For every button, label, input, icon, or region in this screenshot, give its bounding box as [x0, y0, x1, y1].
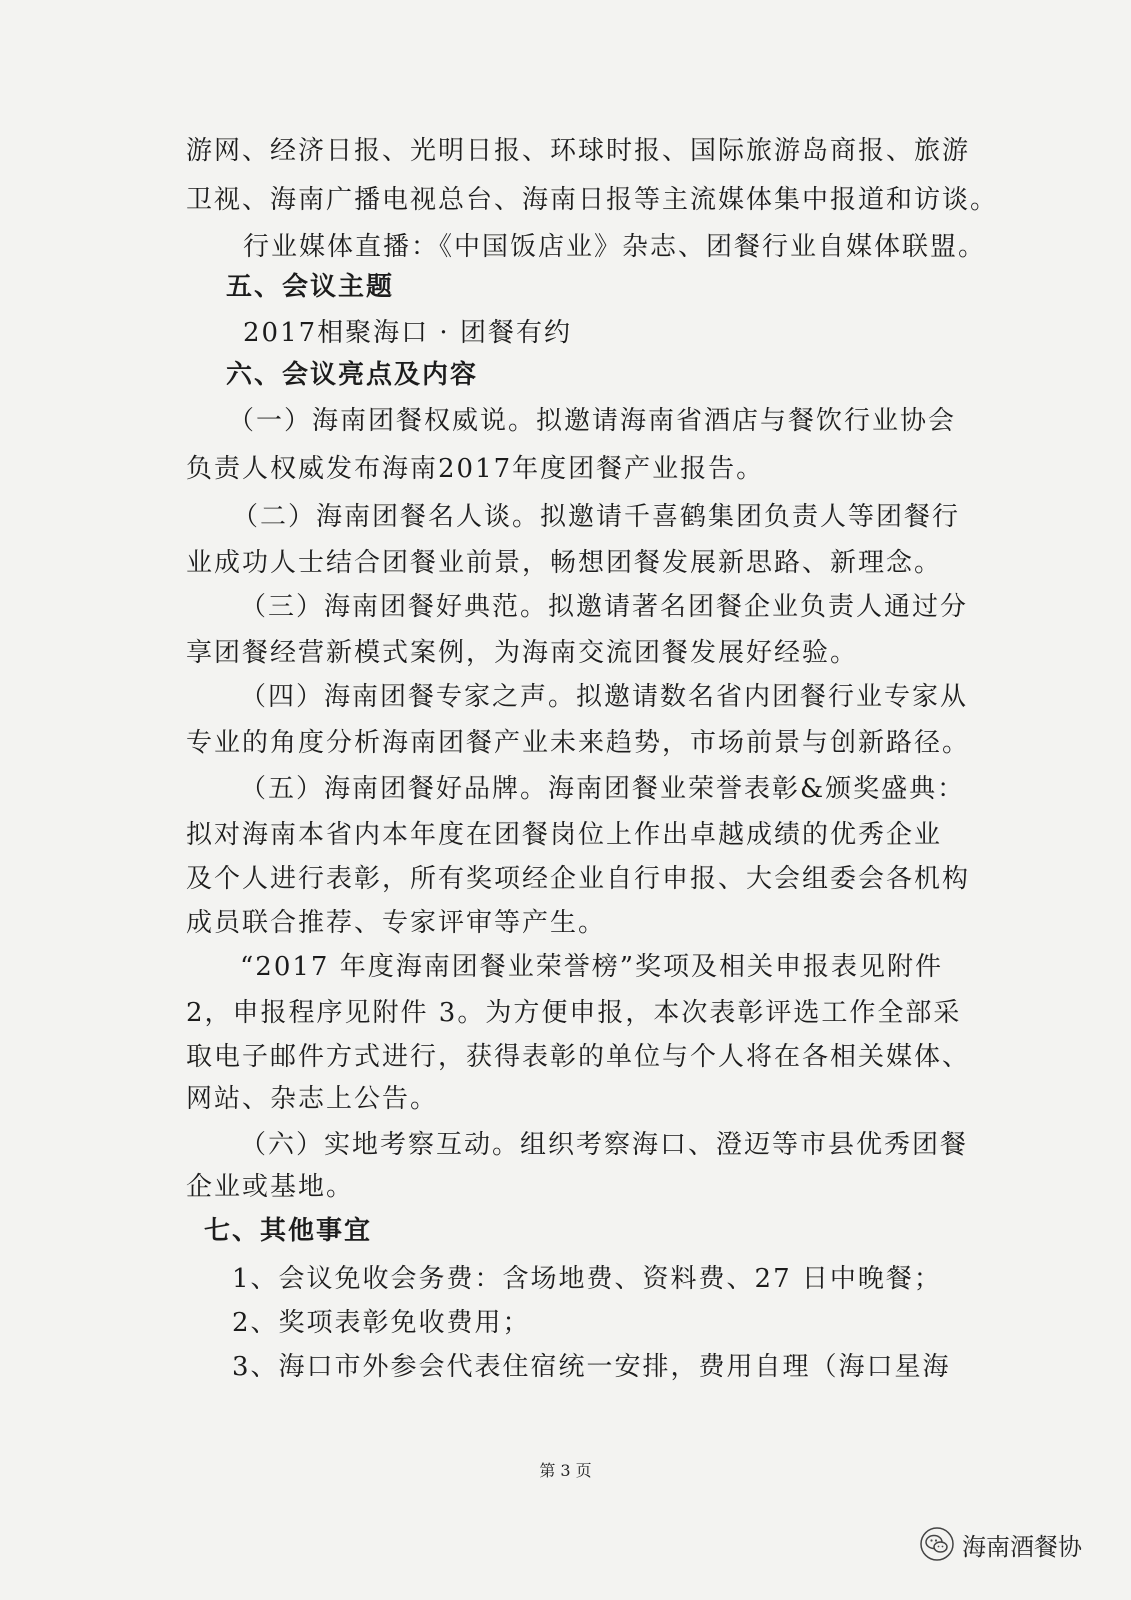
watermark-text: 海南酒餐协 — [962, 1532, 1082, 1561]
body-line: 行业媒体直播：《中国饭店业》杂志、团餐行业自媒体联盟。 — [243, 232, 987, 262]
body-line: 取电子邮件方式进行，获得表彰的单位与个人将在各相关媒体、 — [186, 1042, 971, 1072]
body-line: （二）海南团餐名人谈。拟邀请千喜鹤集团负责人等团餐行 — [232, 502, 961, 532]
body-line: 2017相聚海口 · 团餐有约 — [243, 318, 572, 348]
body-line: 享团餐经营新模式案例，为海南交流团餐发展好经验。 — [186, 638, 859, 668]
body-line: （三）海南团餐好典范。拟邀请著名团餐企业负责人通过分 — [240, 592, 969, 622]
body-line: 2，申报程序见附件 3。为方便申报，本次表彰评选工作全部采 — [186, 998, 962, 1028]
body-line: 卫视、海南广播电视总台、海南日报等主流媒体集中报道和访谈。 — [186, 185, 999, 215]
list-item: 2、奖项表彰免收费用； — [232, 1308, 531, 1338]
watermark — [920, 1522, 1082, 1566]
body-line: 专业的角度分析海南团餐产业未来趋势，市场前景与创新路径。 — [186, 728, 971, 758]
body-line: （一）海南团餐权威说。拟邀请海南省酒店与餐饮行业协会 — [228, 406, 957, 436]
body-line: 拟对海南本省内本年度在团餐岗位上作出卓越成绩的优秀企业 — [186, 820, 943, 850]
body-line: （五）海南团餐好品牌。海南团餐业荣誉表彰&颁奖盛典： — [240, 774, 966, 804]
list-item: 1、会议免收会务费：含场地费、资料费、27 日中晚餐； — [232, 1264, 942, 1294]
page-number: 第 3 页 — [539, 1461, 592, 1480]
list-item: 3、海口市外参会代表住宿统一安排，费用自理（海口星海 — [232, 1352, 951, 1382]
body-line: （六）实地考察互动。组织考察海口、澄迈等市县优秀团餐 — [240, 1130, 969, 1160]
body-line: 业成功人士结合团餐业前景，畅想团餐发展新思路、新理念。 — [186, 548, 943, 578]
body-line: 游网、经济日报、光明日报、环球时报、国际旅游岛商报、旅游 — [186, 136, 971, 166]
body-line: 企业或基地。 — [186, 1172, 355, 1202]
section-heading: 六、会议亮点及内容 — [226, 360, 479, 390]
body-line: （四）海南团餐专家之声。拟邀请数名省内团餐行业专家从 — [240, 682, 969, 712]
section-heading: 七、其他事宜 — [204, 1216, 373, 1246]
body-line: 网站、杂志上公告。 — [186, 1084, 439, 1114]
body-line: “2017 年度海南团餐业荣誉榜”奖项及相关申报表见附件 — [240, 952, 944, 982]
body-line: 成员联合推荐、专家评审等产生。 — [186, 908, 607, 938]
wechat-icon — [920, 1527, 954, 1561]
body-line: 负责人权威发布海南2017年度团餐产业报告。 — [186, 454, 765, 484]
body-line: 及个人进行表彰，所有奖项经企业自行申报、大会组委会各机构 — [186, 864, 971, 894]
section-heading: 五、会议主题 — [226, 272, 395, 302]
